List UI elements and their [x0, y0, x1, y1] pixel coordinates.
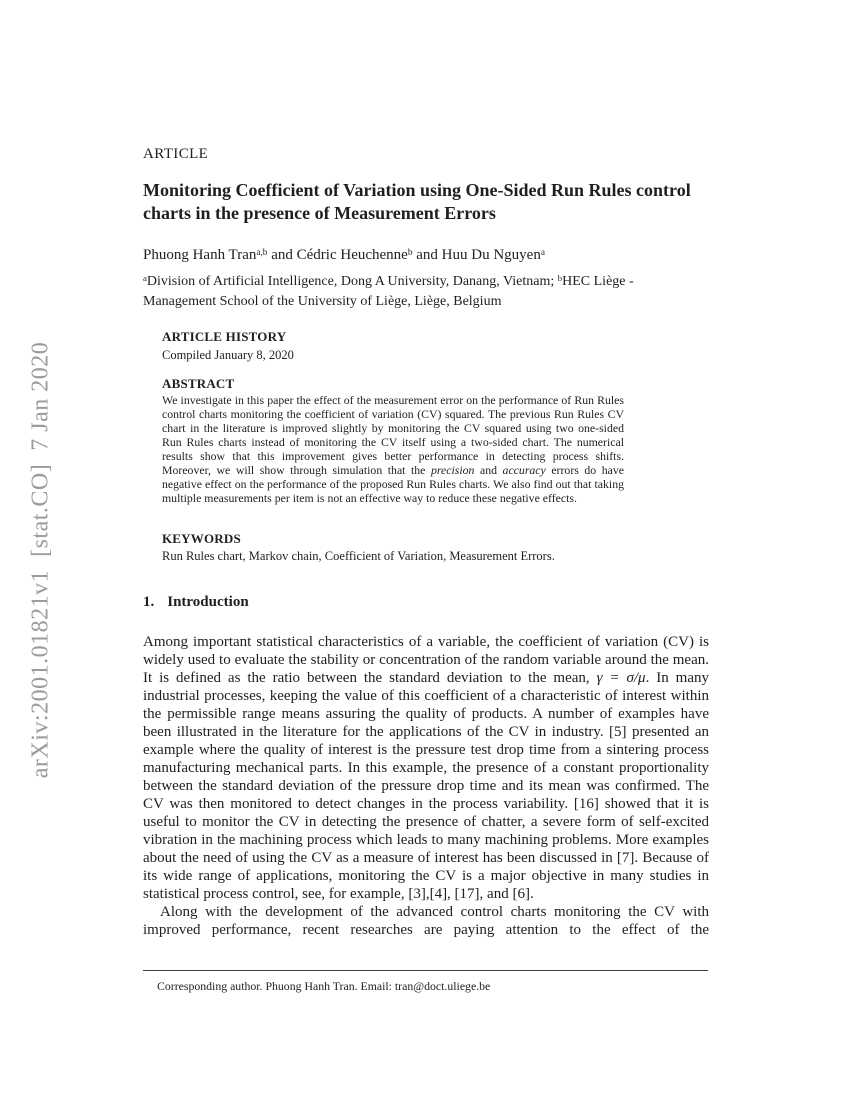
affiliation-mark-a: a [143, 273, 147, 284]
author-separator-2: and [412, 247, 442, 263]
introduction-body [143, 633, 709, 939]
article-history-heading: ARTICLE HISTORY [162, 329, 287, 344]
footnote-rule [143, 970, 708, 971]
section-1-number: 1. [143, 594, 155, 610]
author-name-2: Cédric Heuchenne [296, 247, 408, 263]
section-1-heading [143, 594, 249, 611]
affiliation-mark-b: b [557, 273, 563, 284]
intro-paragraph-2: Along with the development of the advanced control charts monitoring the CV with improved performance, recent researches are paying attention to the effect of the [143, 904, 709, 938]
inline-math-gamma-formula: γ = σ/μ [596, 670, 646, 686]
abstract-heading: ABSTRACT [162, 376, 235, 391]
author-affmark-3: a [540, 248, 545, 259]
paper-title: Monitoring Coefficient of Variation using One-Sided Run Rules control charts in the presence of Measurement Errors [143, 180, 691, 223]
abstract-text [162, 393, 624, 505]
keywords-text: Run Rules chart, Markov chain, Coefficient of Variation, Measurement Errors. [162, 549, 555, 563]
author-separator-1: and [267, 247, 297, 263]
corresponding-author-footnote: Corresponding author. Phuong Hanh Tran. Email: tran@doct.uliege.be [157, 979, 491, 993]
author-name-3: Huu Du Nguyen [441, 247, 541, 263]
arxiv-watermark: arXiv:2001.01821v1 [stat.CO] 7 Jan 2020 [27, 341, 54, 779]
author-affmark-2: b [407, 248, 413, 259]
abstract-part-2: and [474, 463, 503, 477]
affiliation-text-a: Division of Artificial Intelligence, Dong A University, Danang, Vietnam; [146, 274, 558, 289]
affiliation-line [143, 272, 709, 312]
intro-paragraph-1 [143, 633, 709, 903]
abstract-emph-accuracy: accuracy [502, 463, 546, 477]
intro-p1-part-b: . In many industrial processes, keeping the value of this coefficient of a characteristic of interest within the permissible range means assuring the quality of products. A number of examples have been illustrated in the literature for the applications of the CV in industry. [5] presented an example where the quality of interest is the pressure test drop time from a sintering process manufacturing mechanical parts. In this example, the presence of a constant proportionality between the standard deviation of the pressure drop time and its mean was confirmed. The CV was then monitored to detect changes in the process variability. [16] showed that it is useful to monitor the CV in detecting the presence of chatter, a severe form of self-excited vibration in the machining process which leads to many machining problems. More examples about the need of using the CV as a measure of interest has been discussed in [7]. Because of its wide range of applications, monitoring the CV is a major objective in many studies in statistical process control, see, for example, [3],[4], [17], and [6]. [143, 670, 709, 902]
author-line [143, 247, 709, 264]
author-affmark-1: a,b [256, 248, 268, 259]
affiliation-text-b: HEC Liège - Management School of the University of Liège, Liège, Belgium [143, 274, 634, 309]
abstract-emph-precision: precision [430, 463, 475, 477]
keywords-heading: KEYWORDS [162, 531, 241, 546]
compiled-date: Compiled January 8, 2020 [162, 348, 294, 362]
abstract-part-1: We investigate in this paper the effect of the measurement error on the performance of Run Rules control charts monitoring the coefficient of variation (CV) squared. The previous Run Rules CV chart in the literature is improved slightly by monitoring the CV squared using two one-sided Run Rules charts instead of monitoring the CV itself using a two-sided chart. The numerical results show that this improvement gives better performance in detecting process shifts. Moreover, we will show through simulation that the [162, 393, 624, 477]
intro-p1-part-a: Among important statistical characteristics of a variable, the coefficient of variation (CV) is widely used to evaluate the stability or concentration of the random variable around the mean. It is defined as the ratio between the standard deviation to the mean, [143, 634, 709, 686]
abstract-part-3: errors do have negative effect on the performance of the proposed Run Rules charts. We also find out that taking multiple measurements per item is not an effective way to reduce these negative effects. [162, 463, 624, 505]
section-1-title: Introduction [167, 594, 249, 610]
article-type-label: ARTICLE [143, 146, 209, 162]
author-name-1: Phuong Hanh Tran [143, 247, 257, 263]
